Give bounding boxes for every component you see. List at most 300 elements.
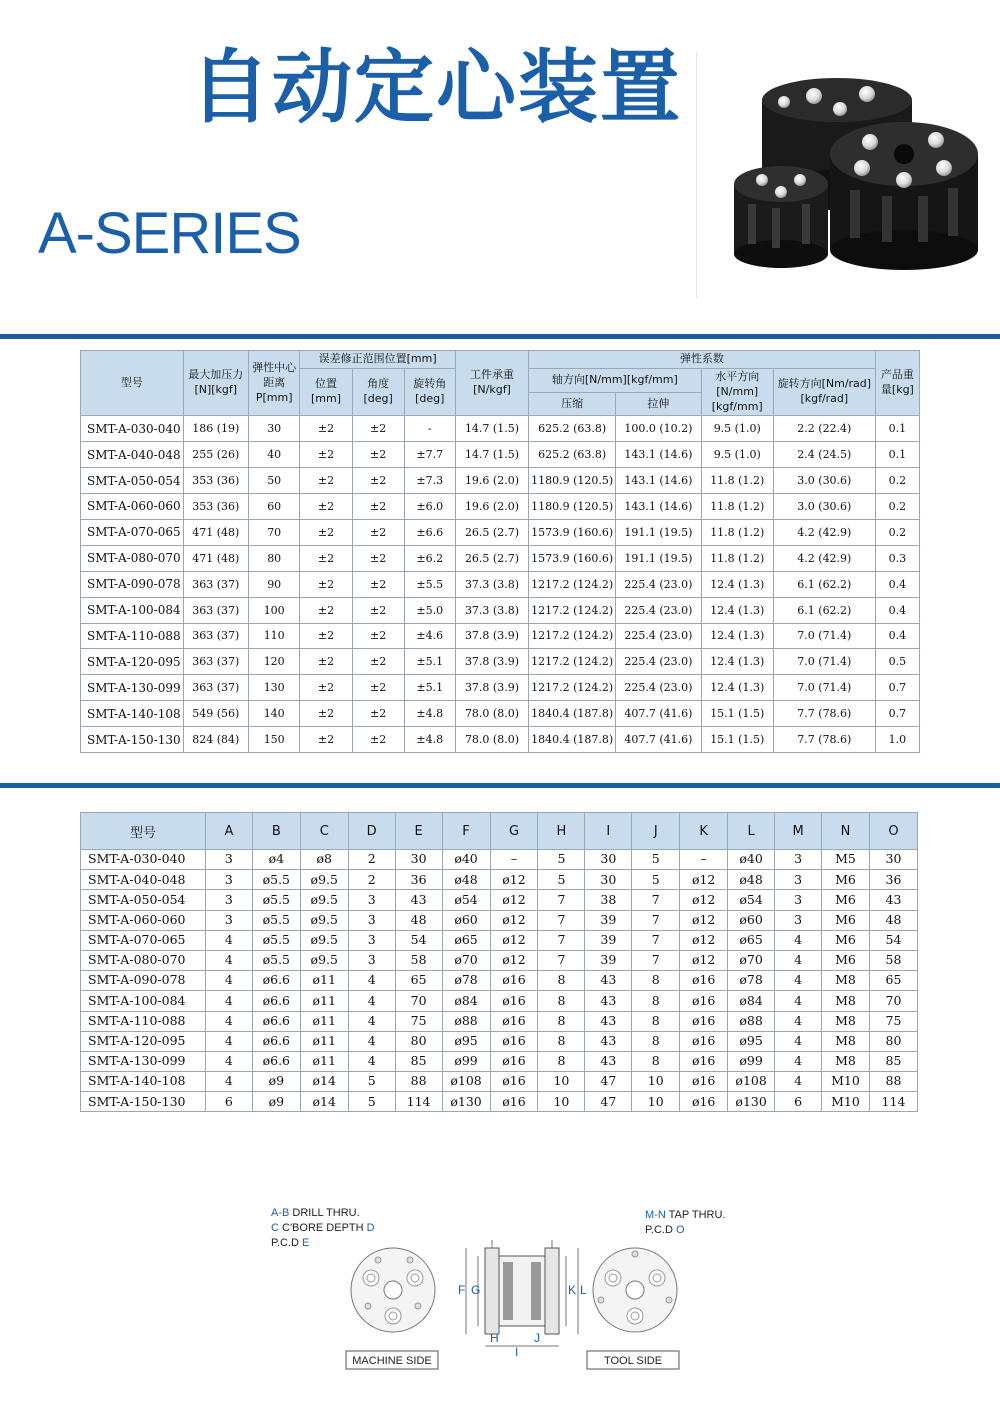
dim-cell: M10 bbox=[822, 1092, 870, 1112]
dim-cell: ø11 bbox=[300, 971, 348, 991]
dim-cell: ø5.5 bbox=[252, 910, 300, 930]
dim-header: D bbox=[348, 813, 395, 850]
spec-cell: 37.8 (3.9) bbox=[455, 623, 528, 649]
spec-cell: 7.7 (78.6) bbox=[773, 701, 875, 727]
dim-cell: ø4 bbox=[252, 850, 300, 870]
dim-cell: ø78 bbox=[728, 971, 775, 991]
spec-row bbox=[81, 675, 920, 701]
dim-cell: 30 bbox=[585, 850, 632, 870]
label-f: F bbox=[458, 1283, 466, 1297]
spec-cell: 7.0 (71.4) bbox=[773, 623, 875, 649]
note-pcd-right: P.C.D bbox=[645, 1224, 673, 1236]
dim-cell: 39 bbox=[585, 910, 632, 930]
spec-cell: ±2 bbox=[352, 468, 404, 494]
dim-cell: M8 bbox=[822, 1011, 870, 1031]
tool-side-label: TOOL SIDE bbox=[603, 1355, 663, 1367]
spec-cell: ±4.8 bbox=[404, 727, 455, 753]
dim-header: K bbox=[680, 813, 728, 850]
dim-cell: 70 bbox=[869, 991, 917, 1011]
machine-side-view bbox=[351, 1248, 435, 1332]
spec-cell: 0.1 bbox=[875, 416, 919, 442]
label-l: L bbox=[580, 1283, 587, 1297]
dim-cell: ø14 bbox=[300, 1092, 348, 1112]
spec-cell: 7.0 (71.4) bbox=[773, 675, 875, 701]
dim-row bbox=[81, 890, 918, 910]
dim-row bbox=[81, 910, 918, 930]
dim-row bbox=[81, 930, 918, 950]
spec-cell: 363 (37) bbox=[183, 623, 248, 649]
dim-cell: 8 bbox=[538, 1031, 585, 1051]
spec-cell: ±2 bbox=[300, 701, 352, 727]
dim-cell: 4 bbox=[775, 930, 822, 950]
dim-cell: 58 bbox=[395, 950, 442, 970]
dimension-diagram bbox=[250, 1200, 750, 1375]
dim-cell: 3 bbox=[348, 890, 395, 910]
dim-cell: 4 bbox=[205, 991, 252, 1011]
spec-cell: 37.8 (3.9) bbox=[455, 649, 528, 675]
dim-cell: 80 bbox=[395, 1031, 442, 1051]
dim-cell: 8 bbox=[632, 991, 680, 1011]
dim-cell: M6 bbox=[822, 950, 870, 970]
dim-cell: M8 bbox=[822, 1051, 870, 1071]
page-title: 自动定心装置 bbox=[190, 41, 682, 134]
dim-cell: 88 bbox=[395, 1072, 442, 1092]
dim-cell: 5 bbox=[538, 850, 585, 870]
dim-model-cell: SMT-A-150-130 bbox=[81, 1092, 206, 1112]
dim-cell: 43 bbox=[585, 1051, 632, 1071]
spec-cell: 255 (26) bbox=[183, 442, 248, 468]
dim-cell: M8 bbox=[822, 1031, 870, 1051]
dim-cell: 4 bbox=[775, 991, 822, 1011]
spec-cell: ±2 bbox=[352, 494, 404, 520]
dim-cell: ø16 bbox=[490, 1072, 538, 1092]
dim-cell: ø16 bbox=[680, 1031, 728, 1051]
spec-cell: 78.0 (8.0) bbox=[455, 701, 528, 727]
spec-model-cell: SMT-A-100-084 bbox=[81, 597, 184, 623]
header-compress: 压缩 bbox=[529, 392, 616, 416]
dim-cell: ø12 bbox=[680, 890, 728, 910]
dim-cell: ø9 bbox=[252, 1072, 300, 1092]
dim-cell: 114 bbox=[395, 1092, 442, 1112]
spec-cell: ±2 bbox=[352, 519, 404, 545]
spec-cell: ±2 bbox=[300, 649, 352, 675]
dim-header: E bbox=[395, 813, 442, 850]
dim-cell: – bbox=[680, 850, 728, 870]
header-center-distance: 弹性中心距离P[mm] bbox=[248, 351, 300, 416]
spec-model-cell: SMT-A-120-095 bbox=[81, 649, 184, 675]
spec-cell: 19.6 (2.0) bbox=[455, 468, 528, 494]
spec-cell: ±2 bbox=[352, 597, 404, 623]
spec-cell: 471 (48) bbox=[183, 545, 248, 571]
dim-cell: ø9.5 bbox=[300, 930, 348, 950]
spec-cell: 1180.9 (120.5) bbox=[529, 494, 616, 520]
dim-cell: ø78 bbox=[442, 971, 490, 991]
dim-cell: ø16 bbox=[680, 1092, 728, 1112]
dim-cell: 8 bbox=[538, 991, 585, 1011]
spec-cell: ±2 bbox=[352, 649, 404, 675]
label-g: G bbox=[471, 1283, 481, 1297]
dim-cell: 4 bbox=[205, 1011, 252, 1031]
dimension-table bbox=[80, 812, 918, 1112]
spec-row bbox=[81, 597, 920, 623]
spec-cell: 9.5 (1.0) bbox=[701, 416, 773, 442]
dim-cell: 7 bbox=[632, 890, 680, 910]
spec-cell: 150 bbox=[248, 727, 300, 753]
spec-cell: 40 bbox=[248, 442, 300, 468]
dim-cell: 47 bbox=[585, 1072, 632, 1092]
dim-cell: 3 bbox=[348, 910, 395, 930]
dim-cell: ø84 bbox=[728, 991, 775, 1011]
spec-cell: 363 (37) bbox=[183, 571, 248, 597]
spec-cell: 0.4 bbox=[875, 623, 919, 649]
spec-cell: 0.7 bbox=[875, 701, 919, 727]
dim-cell: ø12 bbox=[680, 910, 728, 930]
spec-row bbox=[81, 701, 920, 727]
dim-cell: ø70 bbox=[728, 950, 775, 970]
dim-header: F bbox=[442, 813, 490, 850]
dim-cell: 75 bbox=[869, 1011, 917, 1031]
spec-cell: 100 bbox=[248, 597, 300, 623]
dim-cell: ø40 bbox=[442, 850, 490, 870]
dim-header: N bbox=[822, 813, 870, 850]
dim-cell: 3 bbox=[775, 850, 822, 870]
spec-cell: ±2 bbox=[300, 545, 352, 571]
dim-cell: 2 bbox=[348, 850, 395, 870]
dim-cell: ø95 bbox=[728, 1031, 775, 1051]
dim-cell: 85 bbox=[395, 1051, 442, 1071]
spec-cell: 12.4 (1.3) bbox=[701, 649, 773, 675]
spec-cell: ±6.6 bbox=[404, 519, 455, 545]
spec-cell: 12.4 (1.3) bbox=[701, 675, 773, 701]
section-divider-top bbox=[0, 334, 1000, 339]
dim-cell: 7 bbox=[538, 930, 585, 950]
dim-cell: ø16 bbox=[490, 991, 538, 1011]
spec-cell: ±5.5 bbox=[404, 571, 455, 597]
dim-cell: ø16 bbox=[490, 1051, 538, 1071]
spec-cell: 1840.4 (187.8) bbox=[529, 701, 616, 727]
dim-cell: ø48 bbox=[442, 870, 490, 890]
dim-cell: ø48 bbox=[728, 870, 775, 890]
spec-model-cell: SMT-A-030-040 bbox=[81, 416, 184, 442]
header-divider bbox=[696, 52, 697, 298]
dim-cell: 2 bbox=[348, 870, 395, 890]
side-section-view bbox=[466, 1240, 578, 1346]
spec-cell: ±7.3 bbox=[404, 468, 455, 494]
dim-cell: ø16 bbox=[490, 971, 538, 991]
header-rotation: 旋转角[deg] bbox=[404, 368, 455, 416]
spec-row bbox=[81, 494, 920, 520]
spec-row bbox=[81, 545, 920, 571]
dim-cell: M6 bbox=[822, 910, 870, 930]
dim-model-cell: SMT-A-100-084 bbox=[81, 991, 206, 1011]
dim-cell: 39 bbox=[585, 950, 632, 970]
spec-cell: 0.4 bbox=[875, 597, 919, 623]
spec-cell: ±6.2 bbox=[404, 545, 455, 571]
dim-cell: ø16 bbox=[490, 1031, 538, 1051]
spec-cell: 2.4 (24.5) bbox=[773, 442, 875, 468]
dim-cell: ø16 bbox=[680, 1072, 728, 1092]
spec-cell: 549 (56) bbox=[183, 701, 248, 727]
dim-cell: ø11 bbox=[300, 1031, 348, 1051]
dim-cell: 5 bbox=[632, 870, 680, 890]
spec-cell: ±2 bbox=[352, 571, 404, 597]
spec-cell: 7.0 (71.4) bbox=[773, 649, 875, 675]
spec-cell: 225.4 (23.0) bbox=[616, 571, 701, 597]
dim-cell: ø108 bbox=[728, 1072, 775, 1092]
spec-cell: 353 (36) bbox=[183, 494, 248, 520]
dim-cell: 30 bbox=[869, 850, 917, 870]
dim-row bbox=[81, 850, 918, 870]
dim-cell: M6 bbox=[822, 870, 870, 890]
spec-cell: 471 (48) bbox=[183, 519, 248, 545]
header-max-force: 最大加压力[N][kgf] bbox=[183, 351, 248, 416]
dim-cell: ø16 bbox=[490, 1092, 538, 1112]
spec-model-cell: SMT-A-050-054 bbox=[81, 468, 184, 494]
spec-cell: 191.1 (19.5) bbox=[616, 545, 701, 571]
dim-row bbox=[81, 1011, 918, 1031]
dim-cell: M8 bbox=[822, 971, 870, 991]
spec-cell: 0.2 bbox=[875, 494, 919, 520]
dim-cell: 48 bbox=[395, 910, 442, 930]
dim-cell: 4 bbox=[348, 1011, 395, 1031]
dim-cell: 3 bbox=[348, 950, 395, 970]
spec-cell: ±2 bbox=[300, 416, 352, 442]
note-pcd-left: P.C.D bbox=[271, 1237, 299, 1249]
spec-cell: ±2 bbox=[352, 675, 404, 701]
dim-cell: ø6.6 bbox=[252, 1051, 300, 1071]
note-mn-text: TAP THRU. bbox=[668, 1209, 726, 1221]
dim-cell: ø40 bbox=[728, 850, 775, 870]
spec-cell: 363 (37) bbox=[183, 675, 248, 701]
dim-cell: 10 bbox=[538, 1092, 585, 1112]
dim-header: A bbox=[205, 813, 252, 850]
dim-header: M bbox=[775, 813, 822, 850]
dim-cell: ø130 bbox=[442, 1092, 490, 1112]
dim-cell: 43 bbox=[585, 991, 632, 1011]
dim-cell: 4 bbox=[348, 971, 395, 991]
dim-cell: ø6.6 bbox=[252, 1031, 300, 1051]
dim-cell: 39 bbox=[585, 930, 632, 950]
dim-row bbox=[81, 1092, 918, 1112]
spec-cell: 1840.4 (187.8) bbox=[529, 727, 616, 753]
note-c-text: C'BORE DEPTH bbox=[282, 1222, 364, 1234]
header-axial: 轴方向[N/mm][kgf/mm] bbox=[529, 368, 701, 392]
dim-cell: ø16 bbox=[680, 1011, 728, 1031]
spec-cell: 12.4 (1.3) bbox=[701, 571, 773, 597]
dim-cell: 38 bbox=[585, 890, 632, 910]
spec-cell: 7.7 (78.6) bbox=[773, 727, 875, 753]
dim-cell: M6 bbox=[822, 930, 870, 950]
dim-header: B bbox=[252, 813, 300, 850]
dim-cell: 8 bbox=[632, 1011, 680, 1031]
spec-cell: ±2 bbox=[352, 701, 404, 727]
dim-cell: 6 bbox=[205, 1092, 252, 1112]
dim-cell: ø9.5 bbox=[300, 910, 348, 930]
dim-cell: ø14 bbox=[300, 1072, 348, 1092]
dim-cell: 3 bbox=[205, 850, 252, 870]
section-divider-middle bbox=[0, 783, 1000, 788]
dim-cell: ø65 bbox=[442, 930, 490, 950]
spec-model-cell: SMT-A-070-065 bbox=[81, 519, 184, 545]
spec-cell: ±2 bbox=[352, 545, 404, 571]
header-model: 型号 bbox=[81, 351, 184, 416]
dim-cell: 4 bbox=[775, 1011, 822, 1031]
spec-cell: ±2 bbox=[300, 597, 352, 623]
dim-model-cell: SMT-A-090-078 bbox=[81, 971, 206, 991]
spec-cell: 9.5 (1.0) bbox=[701, 442, 773, 468]
dim-cell: 114 bbox=[869, 1092, 917, 1112]
dim-cell: ø12 bbox=[490, 890, 538, 910]
spec-cell: ±2 bbox=[300, 494, 352, 520]
dim-cell: ø6.6 bbox=[252, 1011, 300, 1031]
dim-cell: 3 bbox=[348, 930, 395, 950]
note-e: E bbox=[301, 1237, 310, 1249]
dim-header: G bbox=[490, 813, 538, 850]
spec-row bbox=[81, 519, 920, 545]
header-correction-range: 误差修正范围位置[mm] bbox=[300, 351, 455, 369]
dim-row bbox=[81, 971, 918, 991]
spec-row bbox=[81, 649, 920, 675]
spec-cell: 6.1 (62.2) bbox=[773, 571, 875, 597]
spec-cell: - bbox=[404, 416, 455, 442]
dim-cell: ø12 bbox=[490, 950, 538, 970]
spec-cell: 80 bbox=[248, 545, 300, 571]
dim-row bbox=[81, 1051, 918, 1071]
dim-model-cell: SMT-A-120-095 bbox=[81, 1031, 206, 1051]
spec-cell: ±7.7 bbox=[404, 442, 455, 468]
label-k: K bbox=[568, 1283, 577, 1297]
dim-cell: 36 bbox=[395, 870, 442, 890]
spec-model-cell: SMT-A-090-078 bbox=[81, 571, 184, 597]
spec-cell: 225.4 (23.0) bbox=[616, 675, 701, 701]
dim-cell: 43 bbox=[869, 890, 917, 910]
header-elastic: 弹性系数 bbox=[529, 351, 876, 369]
dim-cell: ø5.5 bbox=[252, 890, 300, 910]
dim-cell: 4 bbox=[775, 950, 822, 970]
dim-model-cell: SMT-A-140-108 bbox=[81, 1072, 206, 1092]
note-mn: M-N bbox=[645, 1209, 666, 1221]
dim-cell: ø11 bbox=[300, 1011, 348, 1031]
spec-cell: 1180.9 (120.5) bbox=[529, 468, 616, 494]
dim-cell: 4 bbox=[205, 1072, 252, 1092]
spec-cell: 90 bbox=[248, 571, 300, 597]
header-stretch: 拉伸 bbox=[616, 392, 701, 416]
spec-cell: ±5.1 bbox=[404, 675, 455, 701]
spec-model-cell: SMT-A-130-099 bbox=[81, 675, 184, 701]
dim-cell: ø6.6 bbox=[252, 991, 300, 1011]
dim-cell: 7 bbox=[632, 930, 680, 950]
dim-cell: 36 bbox=[869, 870, 917, 890]
note-c: C bbox=[271, 1222, 279, 1234]
dim-cell: ø99 bbox=[442, 1051, 490, 1071]
dim-cell: 30 bbox=[395, 850, 442, 870]
dim-cell: ø108 bbox=[442, 1072, 490, 1092]
dim-cell: 8 bbox=[538, 1011, 585, 1031]
spec-model-cell: SMT-A-080-070 bbox=[81, 545, 184, 571]
dim-cell: 80 bbox=[869, 1031, 917, 1051]
svg-text:A-B DRILL THRU. bbox=[271, 1207, 360, 1219]
dim-cell: ø9.5 bbox=[300, 950, 348, 970]
spec-cell: 0.2 bbox=[875, 519, 919, 545]
spec-cell: 2.2 (22.4) bbox=[773, 416, 875, 442]
dim-cell: ø88 bbox=[442, 1011, 490, 1031]
dim-cell: ø99 bbox=[728, 1051, 775, 1071]
spec-cell: ±2 bbox=[352, 623, 404, 649]
spec-row bbox=[81, 442, 920, 468]
spec-cell: ±2 bbox=[300, 519, 352, 545]
dim-cell: 4 bbox=[205, 930, 252, 950]
spec-cell: ±2 bbox=[352, 416, 404, 442]
header-load: 工件承重[N/kgf] bbox=[455, 351, 528, 416]
spec-cell: 12.4 (1.3) bbox=[701, 597, 773, 623]
dim-cell: – bbox=[490, 850, 538, 870]
dim-cell: ø12 bbox=[490, 910, 538, 930]
note-d: D bbox=[366, 1222, 375, 1234]
dim-cell: 10 bbox=[632, 1072, 680, 1092]
spec-cell: 0.2 bbox=[875, 468, 919, 494]
spec-cell: 363 (37) bbox=[183, 649, 248, 675]
dim-cell: 7 bbox=[538, 910, 585, 930]
spec-cell: ±2 bbox=[300, 675, 352, 701]
dim-cell: 43 bbox=[585, 1031, 632, 1051]
dim-cell: ø60 bbox=[728, 910, 775, 930]
dim-cell: ø60 bbox=[442, 910, 490, 930]
spec-cell: 1217.2 (124.2) bbox=[529, 649, 616, 675]
dim-cell: 3 bbox=[205, 890, 252, 910]
spec-model-cell: SMT-A-040-048 bbox=[81, 442, 184, 468]
dim-cell: 4 bbox=[775, 971, 822, 991]
dim-model-cell: SMT-A-060-060 bbox=[81, 910, 206, 930]
spec-cell: 11.8 (1.2) bbox=[701, 545, 773, 571]
spec-cell: 60 bbox=[248, 494, 300, 520]
spec-cell: 11.8 (1.2) bbox=[701, 468, 773, 494]
spec-cell: 1573.9 (160.6) bbox=[529, 519, 616, 545]
note-o: O bbox=[675, 1224, 685, 1236]
dim-model-cell: SMT-A-030-040 bbox=[81, 850, 206, 870]
spec-cell: 363 (37) bbox=[183, 597, 248, 623]
product-photo bbox=[722, 72, 980, 284]
spec-row bbox=[81, 416, 920, 442]
spec-cell: 1217.2 (124.2) bbox=[529, 571, 616, 597]
dim-cell: ø54 bbox=[442, 890, 490, 910]
dim-cell: ø12 bbox=[680, 950, 728, 970]
spec-cell: 143.1 (14.6) bbox=[616, 442, 701, 468]
dim-cell: 5 bbox=[348, 1072, 395, 1092]
spec-cell: 625.2 (63.8) bbox=[529, 442, 616, 468]
spec-cell: 140 bbox=[248, 701, 300, 727]
dim-cell: 7 bbox=[632, 950, 680, 970]
svg-text:M-N TAP THRU. bbox=[645, 1209, 725, 1221]
dim-cell: 58 bbox=[869, 950, 917, 970]
dim-cell: 7 bbox=[538, 890, 585, 910]
dim-cell: ø12 bbox=[490, 930, 538, 950]
dim-cell: 75 bbox=[395, 1011, 442, 1031]
dim-cell: ø9.5 bbox=[300, 890, 348, 910]
spec-cell: 407.7 (41.6) bbox=[616, 727, 701, 753]
dim-cell: 4 bbox=[348, 1051, 395, 1071]
spec-row bbox=[81, 623, 920, 649]
dim-cell: 65 bbox=[869, 971, 917, 991]
dim-cell: ø70 bbox=[442, 950, 490, 970]
dim-cell: ø16 bbox=[680, 1051, 728, 1071]
dim-cell: ø9.5 bbox=[300, 870, 348, 890]
dim-model-cell: SMT-A-050-054 bbox=[81, 890, 206, 910]
dim-cell: ø84 bbox=[442, 991, 490, 1011]
spec-cell: 1217.2 (124.2) bbox=[529, 623, 616, 649]
spec-cell: 100.0 (10.2) bbox=[616, 416, 701, 442]
spec-model-cell: SMT-A-110-088 bbox=[81, 623, 184, 649]
dim-cell: ø8 bbox=[300, 850, 348, 870]
